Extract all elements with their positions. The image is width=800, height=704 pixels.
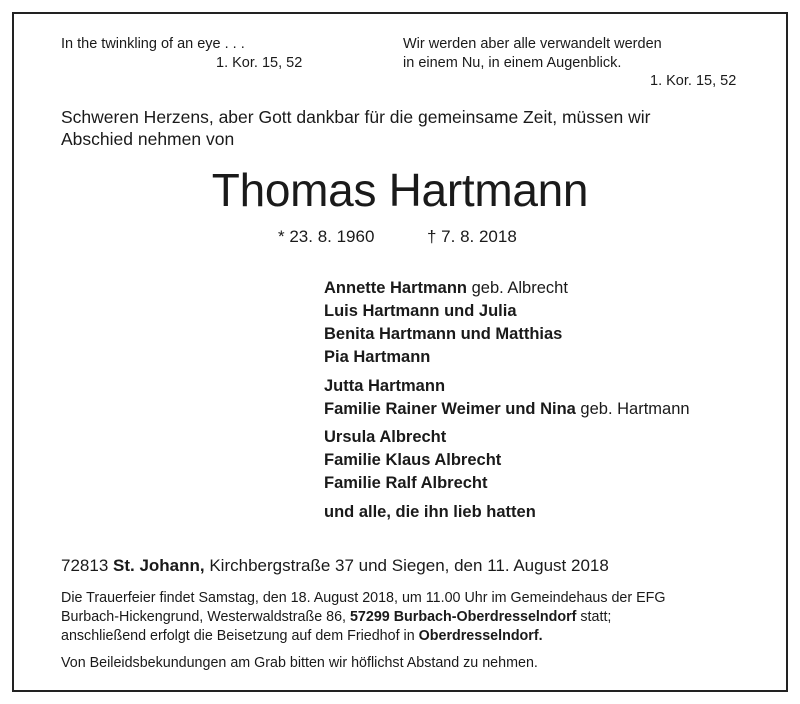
verse-right-line-2: in einem Nu, in einem Augenblick. xyxy=(403,55,622,71)
funeral-line-3: anschließend erfolgt die Beisetzung auf dem Friedhof in Oberdresselndorf. xyxy=(61,628,543,644)
family-member: Familie Rainer Weimer und Nina geb. Hartmann xyxy=(324,400,690,418)
family-member: Benita Hartmann und Matthias xyxy=(324,325,563,343)
birth-date: * 23. 8. 1960 xyxy=(278,227,375,246)
family-member: Annette Hartmann geb. Albrecht xyxy=(324,279,568,297)
intro-line-2: Abschied nehmen von xyxy=(61,129,235,149)
funeral-line-1: Die Trauerfeier findet Samstag, den 18. August 2018, um 11.00 Uhr im Gemeindehaus der EFG xyxy=(61,590,666,606)
family-member: Familie Ralf Albrecht xyxy=(324,474,488,492)
condolence-note: Von Beileidsbekundungen am Grab bitten wir höflichst Abstand zu nehmen. xyxy=(61,655,538,671)
address-line: 72813 St. Johann, Kirchbergstraße 37 und Siegen, den 11. August 2018 xyxy=(61,556,609,575)
verse-left-reference: 1. Kor. 15, 52 xyxy=(216,55,303,71)
funeral-line-2: Burbach-Hickengrund, Westerwaldstraße 86, 57299 Burbach-Oberdresselndorf statt; xyxy=(61,609,612,625)
family-member: Jutta Hartmann xyxy=(324,377,446,395)
verse-left-text: In the twinkling of an eye . . . xyxy=(61,36,245,52)
death-date: † 7. 8. 2018 xyxy=(427,227,517,246)
family-member: Ursula Albrecht xyxy=(324,428,447,446)
family-closing: und alle, die ihn lieb hatten xyxy=(324,503,536,521)
intro-line-1: Schweren Herzens, aber Gott dankbar für die gemeinsame Zeit, müssen wir xyxy=(61,107,651,127)
verse-right-reference: 1. Kor. 15, 52 xyxy=(650,73,737,89)
family-member: Pia Hartmann xyxy=(324,348,431,366)
family-member: Familie Klaus Albrecht xyxy=(324,451,502,469)
verse-right-line-1: Wir werden aber alle verwandelt werden xyxy=(403,36,662,52)
family-member: Luis Hartmann und Julia xyxy=(324,302,517,320)
deceased-name: Thomas Hartmann xyxy=(211,164,589,216)
